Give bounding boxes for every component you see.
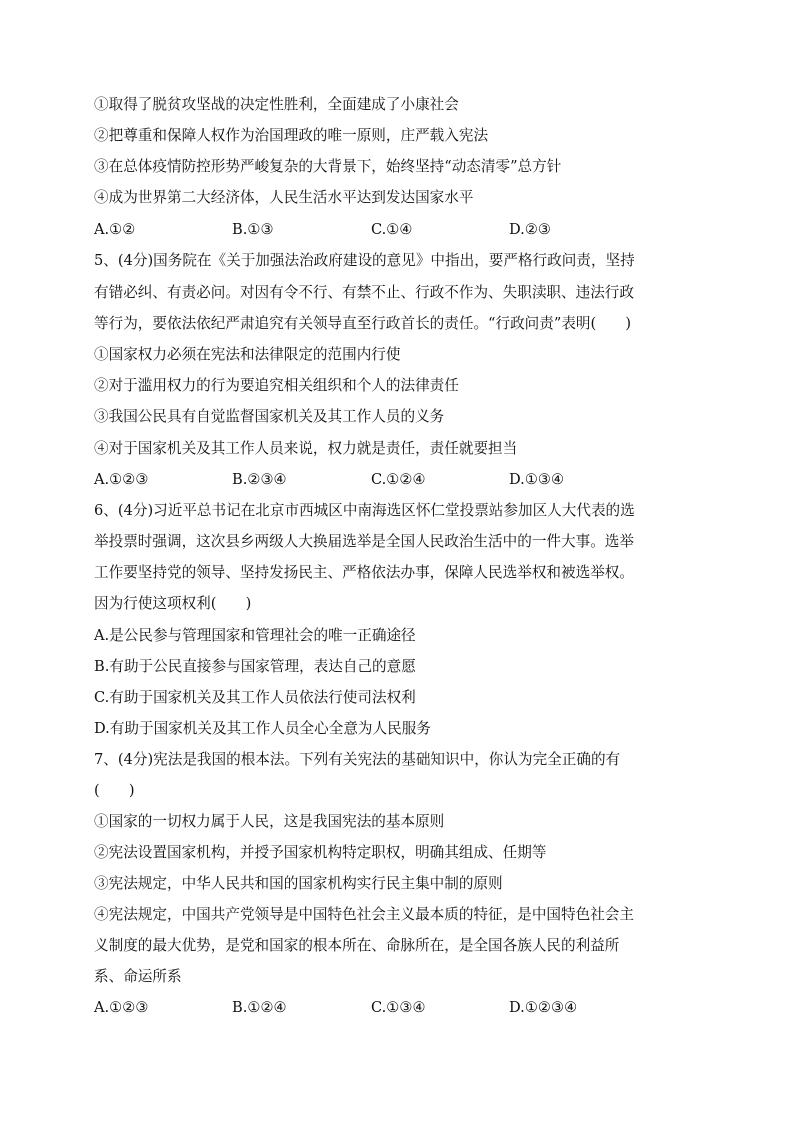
q6-stem-line-3: 工作要坚持党的领导、坚持发扬民主、严格依法办事，保障人民选举权和被选举权。: [94, 564, 634, 581]
q7-statement-4-line-2: 义制度的最大优势，是党和国家的根本所在、命脉所在，是全国各族人民的利益所: [94, 937, 620, 954]
q5-statement-1: ①国家权力必须在宪法和法律限定的范围内行使: [94, 346, 401, 363]
q7-option-b: B.①②④: [232, 999, 287, 1016]
q4-statement-3: ③在总体疫情防控形势严峻复杂的大背景下，始终坚持“动态清零”总方针: [94, 158, 562, 175]
q7-stem-line-2: ( ): [94, 782, 135, 799]
q7-statement-2: ②宪法设置国家机构，并授予国家机构特定职权，明确其组成、任期等: [94, 844, 547, 861]
q4-option-a: A.①②: [94, 221, 136, 238]
q6-stem-line-2: 举投票时强调，这次县乡两级人大换届选举是全国人民政治生活中的一件大事。选举: [94, 533, 634, 550]
q7-options: [94, 998, 714, 1018]
q5-stem-line-2: 有错必纠、有责必问。对因有令不行、有禁不止、行政不作为、失职渎职、违法行政: [94, 284, 634, 301]
q7-option-d: D.①②③④: [509, 999, 578, 1016]
q6-choice-a: A.是公民参与管理国家和管理社会的唯一正确途径: [94, 627, 416, 644]
q7-option-c: C.①③④: [371, 999, 426, 1016]
q7-option-a: A.①②③: [94, 999, 149, 1016]
q7-stem-line-1: 7、(4分)宪法是我国的根本法。下列有关宪法的基础知识中，你认为完全正确的有: [94, 751, 621, 768]
q4-statement-4: ④成为世界第二大经济体，人民生活水平达到发达国家水平: [94, 189, 474, 206]
q4-option-c: C.①④: [371, 221, 413, 238]
q5-option-b: B.②③④: [232, 471, 287, 488]
q5-options: [94, 470, 714, 490]
q6-choice-d: D.有助于国家机关及其工作人员全心全意为人民服务: [94, 720, 431, 737]
q4-option-b: B.①③: [232, 221, 274, 238]
q7-statement-4-line-1: ④宪法规定，中国共产党领导是中国特色社会主义最本质的特征，是中国特色社会主: [94, 906, 634, 923]
q7-statement-3: ③宪法规定，中华人民共和国的国家机构实行民主集中制的原则: [94, 875, 503, 892]
q7-statement-4-line-3: 系、命运所系: [94, 968, 182, 985]
q4-statement-1: ①取得了脱贫攻坚战的决定性胜利，全面建成了小康社会: [94, 96, 459, 113]
q5-statement-3: ③我国公民具有自觉监督国家机关及其工作人员的义务: [94, 408, 445, 425]
q5-stem-line-1: 5、(4分)国务院在《关于加强法治政府建设的意见》中指出，要严格行政问责，坚持: [94, 252, 635, 269]
q6-choice-c: C.有助于国家机关及其工作人员依法行使司法权利: [94, 689, 416, 706]
q5-stem-line-3: 等行为，要依法依纪严肃追究有关领导直至行政首长的责任。“行政问责”表明( ): [94, 315, 632, 332]
q5-option-c: C.①②④: [371, 471, 426, 488]
q5-statement-2: ②对于滥用权力的行为要追究相关组织和个人的法律责任: [94, 377, 459, 394]
q6-choice-b: B.有助于公民直接参与国家管理，表达自己的意愿: [94, 658, 416, 675]
q5-option-d: D.①③④: [509, 471, 565, 488]
q7-statement-1: ①国家的一切权力属于人民，这是我国宪法的基本原则: [94, 813, 445, 830]
q5-option-a: A.①②③: [94, 471, 149, 488]
q4-options: [94, 220, 714, 240]
q4-option-d: D.②③: [509, 221, 551, 238]
q6-stem-line-4: 因为行使这项权利( ): [94, 595, 252, 612]
q4-statement-2: ②把尊重和保障人权作为治国理政的唯一原则，庄严载入宪法: [94, 127, 489, 144]
q6-stem-line-1: 6、(4分)习近平总书记在北京市西城区中南海选区怀仁堂投票站参加区人大代表的选: [94, 502, 635, 519]
q5-statement-4: ④对于国家机关及其工作人员来说，权力就是责任，责任就要担当: [94, 440, 518, 457]
